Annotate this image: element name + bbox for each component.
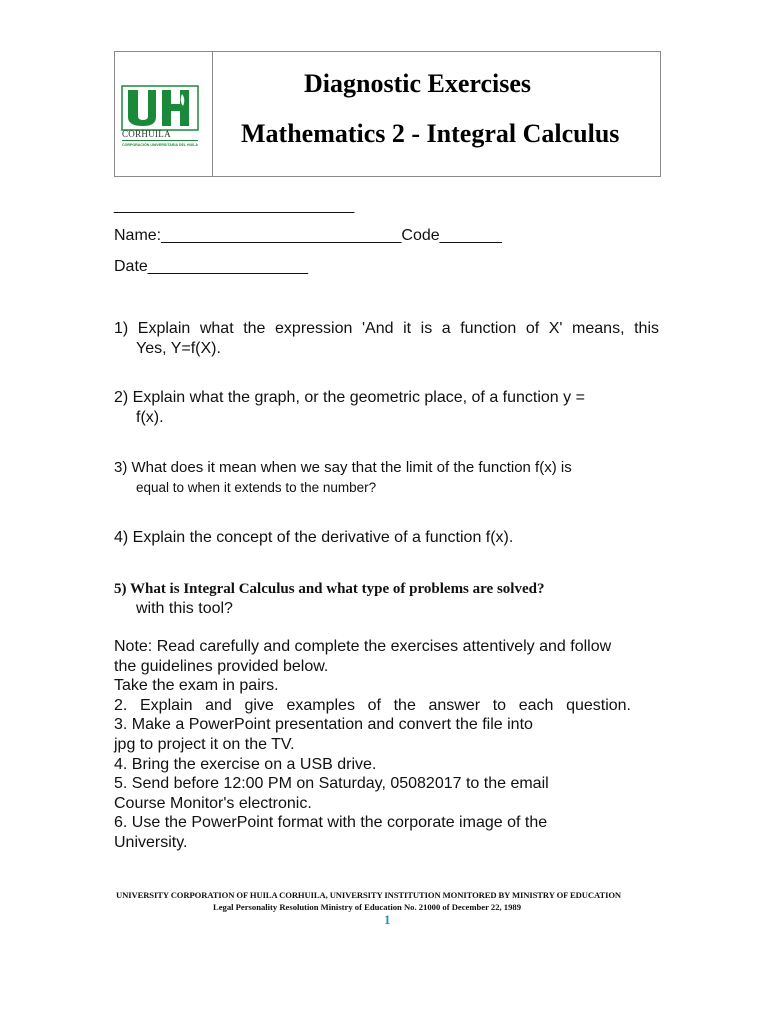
footer-institution: UNIVERSITY CORPORATION OF HUILA CORHUILA, UNIVERSITY INSTITUTION MONITORED BY MINISTRY OF EDUCATION [116, 890, 622, 900]
blank-line: ___________________________ [114, 197, 355, 214]
question-1-line2: Yes, Y=f(X). [136, 340, 221, 357]
logo-underline [122, 140, 198, 141]
logo-tagline: CORPORACIÓN UNIVERSITARIA DEL HUILA [122, 143, 199, 147]
question-1-line1: 1) Explain what the expression 'And it is a function of X' means, this [114, 320, 659, 337]
question-4 [114, 528, 659, 548]
note-line: jpg to project it on the TV. [114, 735, 295, 753]
note-line: the guidelines provided below. [114, 657, 329, 675]
note-line: Take the exam in pairs. [114, 677, 279, 695]
question-5-line1: 5) What is Integral Calculus and what type of problems are solved? [114, 581, 545, 597]
note-line: Note: Read carefully and complete the exercises attentively and follow [114, 638, 612, 655]
question-5 [114, 579, 659, 619]
note-line: University. [114, 833, 188, 851]
page-title: Diagnostic Exercises [304, 69, 531, 98]
page-subtitle: Mathematics 2 - Integral Calculus [241, 119, 620, 148]
question-1 [114, 319, 659, 359]
question-2 [114, 388, 634, 428]
question-2-line1: 2) Explain what the graph, or the geometric place, of a function y = [114, 389, 585, 406]
header-divider [212, 52, 213, 176]
question-3 [114, 458, 634, 498]
footer-legal: Legal Personality Resolution Ministry of Education No. 21000 of December 22, 1989 [213, 902, 521, 912]
logo-name: CORHUILA [122, 129, 171, 139]
question-3-line1: 3) What does it mean when we say that the limit of the function f(x) is [114, 459, 572, 476]
corhuila-logo [120, 82, 200, 154]
name-code-field: Name:___________________________Code_______ [114, 227, 502, 244]
question-4-line1: 4) Explain the concept of the derivative of a function f(x). [114, 529, 514, 546]
instructions-note [114, 637, 634, 853]
note-line: 3. Make a PowerPoint presentation and convert the file into [114, 716, 533, 734]
header-box [114, 51, 661, 177]
date-field: Date__________________ [114, 258, 308, 275]
note-line: 4. Bring the exercise on a USB drive. [114, 755, 377, 773]
question-2-line2: f(x). [136, 409, 164, 426]
note-line: 6. Use the PowerPoint format with the corporate image of the [114, 814, 548, 832]
question-5-line2: with this tool? [136, 600, 233, 617]
question-3-line2: equal to when it extends to the number? [136, 480, 377, 495]
page-number: 1 [384, 912, 391, 927]
note-line: 2. Explain and give examples of the answer to each question. [114, 696, 631, 714]
note-line: Course Monitor's electronic. [114, 794, 312, 812]
note-line: 5. Send before 12:00 PM on Saturday, 05082017 to the email [114, 775, 549, 793]
